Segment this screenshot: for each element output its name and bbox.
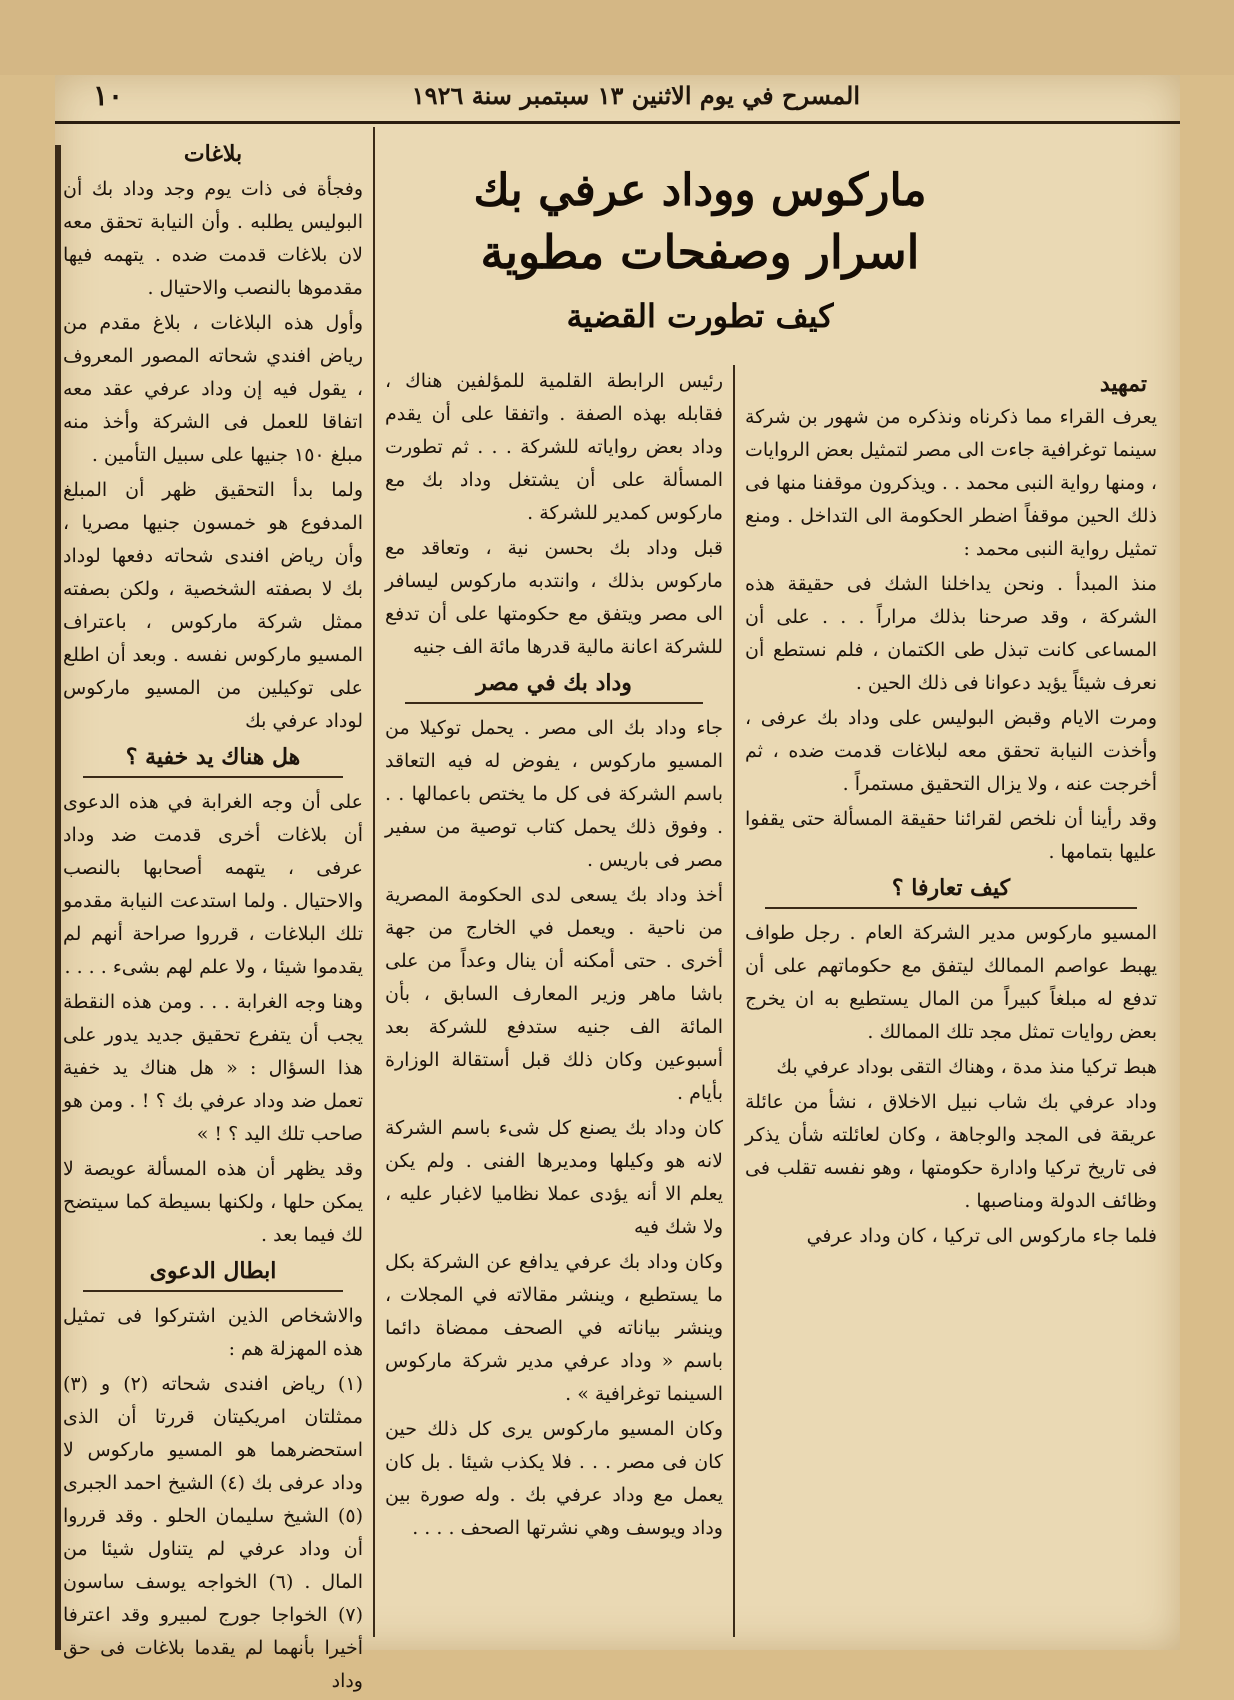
paragraph: ومرت الايام وقبض البوليس على وداد بك عرفى ، وأخذت النيابة تحقق معه لبلاغات قدمت ضده ، ثم أخرجت عنه ، ولا يزال التحقيق مستمراً . [745,707,1157,795]
section-heading-acquaintance: كيف تعارفا ؟ [891,875,1011,901]
paragraph: وهنا وجه الغرابة . . . ومن هذه النقطة يجب أن يتفرع تحقيق جديد يدور على هذا السؤال : « هل هناك يد خفية تعمل ضد وداد عرفي بك ؟ ! . ومن هو صاحب تلك اليد ؟ ! » [63,991,363,1145]
page-number: ١٠ [93,79,124,112]
paragraph: ولما بدأ التحقيق ظهر أن المبلغ المدفوع هو خمسون جنيها مصريا ، وأن رياض افندى شحاته دفعها لوداد بك لا بصفته الشخصية ، ولكن بصفته ممثل شركة ماركوس ، باعتراف المسيو ماركوس نفسه . وبعد أن اطلع على توكيلين من المسيو ماركوس لوداد عرفي بك [63,479,363,732]
paragraph: (١) رياض افندى شحاته (٢) و (٣) ممثلتان امريكيتان قررتا أن الذى استحضرهما هو المسيو ماركوس لا وداد عرفى بك (٤) الشيخ احمد الجبرى (٥) الشيخ سليمان الحلو . وقد قرروا أن وداد عرفي لم يتناول شيئا من المال . (٦) الخواجه يوسف ساسون (٧) الخواجا جورج لمبيرو وقد اعترفا أخيرا بأنهما لم يقدما بلاغات فى حق وداد [63,1373,363,1692]
section-heading-reports: بلاغات [183,141,243,167]
column-left [63,135,363,1700]
column-divider-right [733,365,735,1637]
paragraph: جاء وداد بك الى مصر . يحمل توكيلا من المسيو ماركوس ، يفوض له فيه التعاقد باسم الشركة فى كل ما يختص باعمالها . . . وفوق ذلك يحمل كتاب توصية من سفير مصر فى باريس . [385,717,723,871]
section-rule [83,776,343,778]
paragraph: هبط تركيا منذ مدة ، وهناك التقى بوداد عرفي بك [776,1056,1157,1078]
paragraph: أخذ وداد بك يسعى لدى الحكومة المصرية من ناحية . ويعمل في الخارج من جهة أخرى . حتى أمكنه أن ينال وعداً من على باشا ماهر وزير المعارف السابق ، بأن المائة الف جنيه ستدفع للشركة بعد أسبوعين وكان ذلك قبل أستقالة الوزارة بأيام . [385,884,723,1104]
headline-main: ماركوس ووداد عرفي بك [473,165,927,216]
column-right [745,365,1157,1255]
section-rule [83,1290,343,1292]
paragraph: رئيس الرابطة القلمية للمؤلفين هناك ، فقابله بهذه الصفة . واتفقا على أن يقدم وداد بعض رواياته للشركة . . . ثم تطورت المسألة على أن يشتغل وداد بك مع ماركوس كمدير للشركة . [385,370,723,524]
paragraph: فلما جاء ماركوس الى تركيا ، كان وداد عرفي [806,1225,1157,1247]
column-divider-left [373,127,375,1637]
paragraph: والاشخاص الذين اشتركوا فى تمثيل هذه المهزلة هم : [63,1305,363,1360]
paragraph: وأول هذه البلاغات ، بلاغ مقدم من رياض افندي شحاته المصور المعروف ، يقول فيه إن وداد عرفي عقد معه اتفاقا للعمل فى الشركة وأخذ منه مبلغ ١٥٠ جنيها على سبيل التأمين . [63,312,363,466]
headline-tertiary: كيف تطورت القضية [566,297,834,335]
paragraph: وداد عرفي بك شاب نبيل الاخلاق ، نشأ من عائلة عريقة فى المجد والوجاهة ، وكان لعائلته شأن يذكر فى تاريخ تركيا وادارة حكومتها ، وهو نفسه تقلب فى وظائف الدولة ومناصبها . [745,1091,1157,1212]
paragraph: منذ المبدأ . ونحن يداخلنا الشك فى حقيقة هذه الشركة ، وقد صرحنا بذلك مراراً . . . على أن المساعى كانت تبذل طى الكتمان ، فلم نستطع أن نعرف شيئاً يؤيد دعوانا فى ذلك الحين . [745,573,1157,694]
page-edge-shadow [55,145,61,1650]
paragraph: وقد يظهر أن هذه المسألة عويصة لا يمكن حلها ، ولكنها بسيطة كما سيتضح لك فيما بعد . [63,1158,363,1246]
section-heading-hidden-hand: هل هناك يد خفية ؟ [125,744,301,770]
newspaper-page [55,75,1180,1692]
paragraph: وفجأة فى ذات يوم وجد وداد بك أن البوليس يطلبه . وأن النيابة تحقق معه لان بلاغات قدمت ضده . يتهمه فيها مقدموها بالنصب والاحتيال . [63,178,363,299]
paragraph: وكان المسيو ماركوس يرى كل ذلك حين كان فى مصر . . . فلا يكذب شيئا . بل كان يعمل مع وداد عرفي بك . وله صورة بين وداد ويوسف وهي نشرتها الصحف . . . . [385,1418,723,1539]
paragraph: وكان وداد بك عرفي يدافع عن الشركة بكل ما يستطيع ، وينشر مقالاته في المجلات ، وينشر بياناته في الصحف ممضاة دائما باسم « وداد عرفي مدير شركة ماركوس السينما توغرافية » . [385,1251,723,1405]
header-rule [55,121,1180,124]
paragraph: على أن وجه الغرابة في هذه الدعوى أن بلاغات أخرى قدمت ضد وداد عرفى ، يتهمه أصحابها بالنصب والاحتيال . ولما استدعت النيابة مقدمو تلك البلاغات ، قرروا صراحة أنهم لم يقدموا شيئا ، ولا علم لهم بشىء . . . . [63,791,363,978]
section-rule [405,702,703,704]
section-heading-intro: تمهيد [1099,371,1147,397]
section-heading-case-heroes: ابطال الدعوى [149,1258,277,1284]
header-title: المسرح في يوم الاثنين ١٣ سبتمبر سنة ١٩٢٦ [411,81,860,110]
paragraph: قبل وداد بك بحسن نية ، وتعاقد مع ماركوس بذلك ، وانتدبه ماركوس ليسافر الى مصر ويتفق مع حكومتها على أن تدفع للشركة اعانة مالية قدرها مائة الف جنيه [385,537,723,658]
paragraph: يعرف القراء مما ذكرناه ونذكره من شهور بن شركة سينما توغرافية جاءت الى مصر لتمثيل بعض الروايات ، ومنها رواية النبى محمد . . ويذكرون موقفنا منها فى ذلك الحين موقفاً اضطر الحكومة الى التداخل . ومنع تمثيل رواية النبى محمد : [745,406,1157,560]
page-header [55,75,1180,127]
section-heading-wedad-in-egypt: وداد بك في مصر [476,670,632,696]
column-middle [385,365,723,1547]
headline-secondary: اسرار وصفحات مطوية [480,225,920,279]
scan-background [0,0,1234,75]
paragraph: كان وداد بك يصنع كل شىء باسم الشركة لانه هو وكيلها ومديرها الفنى . ولم يكن يعلم الا أنه يؤدى عملا نظاميا لاغبار عليه ، ولا شك فيه [385,1117,723,1238]
paragraph: وقد رأينا أن نلخص لقرائنا حقيقة المسألة حتى يقفوا عليها بتمامها . [745,808,1157,863]
paragraph: المسيو ماركوس مدير الشركة العام . رجل طواف يهبط عواصم الممالك ليتفق مع حكوماتهم على أن تدفع له مبلغاً كبيراً من المال يستطيع به ان يخرج بعض روايات تمثل مجد تلك الممالك . [745,922,1157,1043]
section-rule [765,907,1137,909]
